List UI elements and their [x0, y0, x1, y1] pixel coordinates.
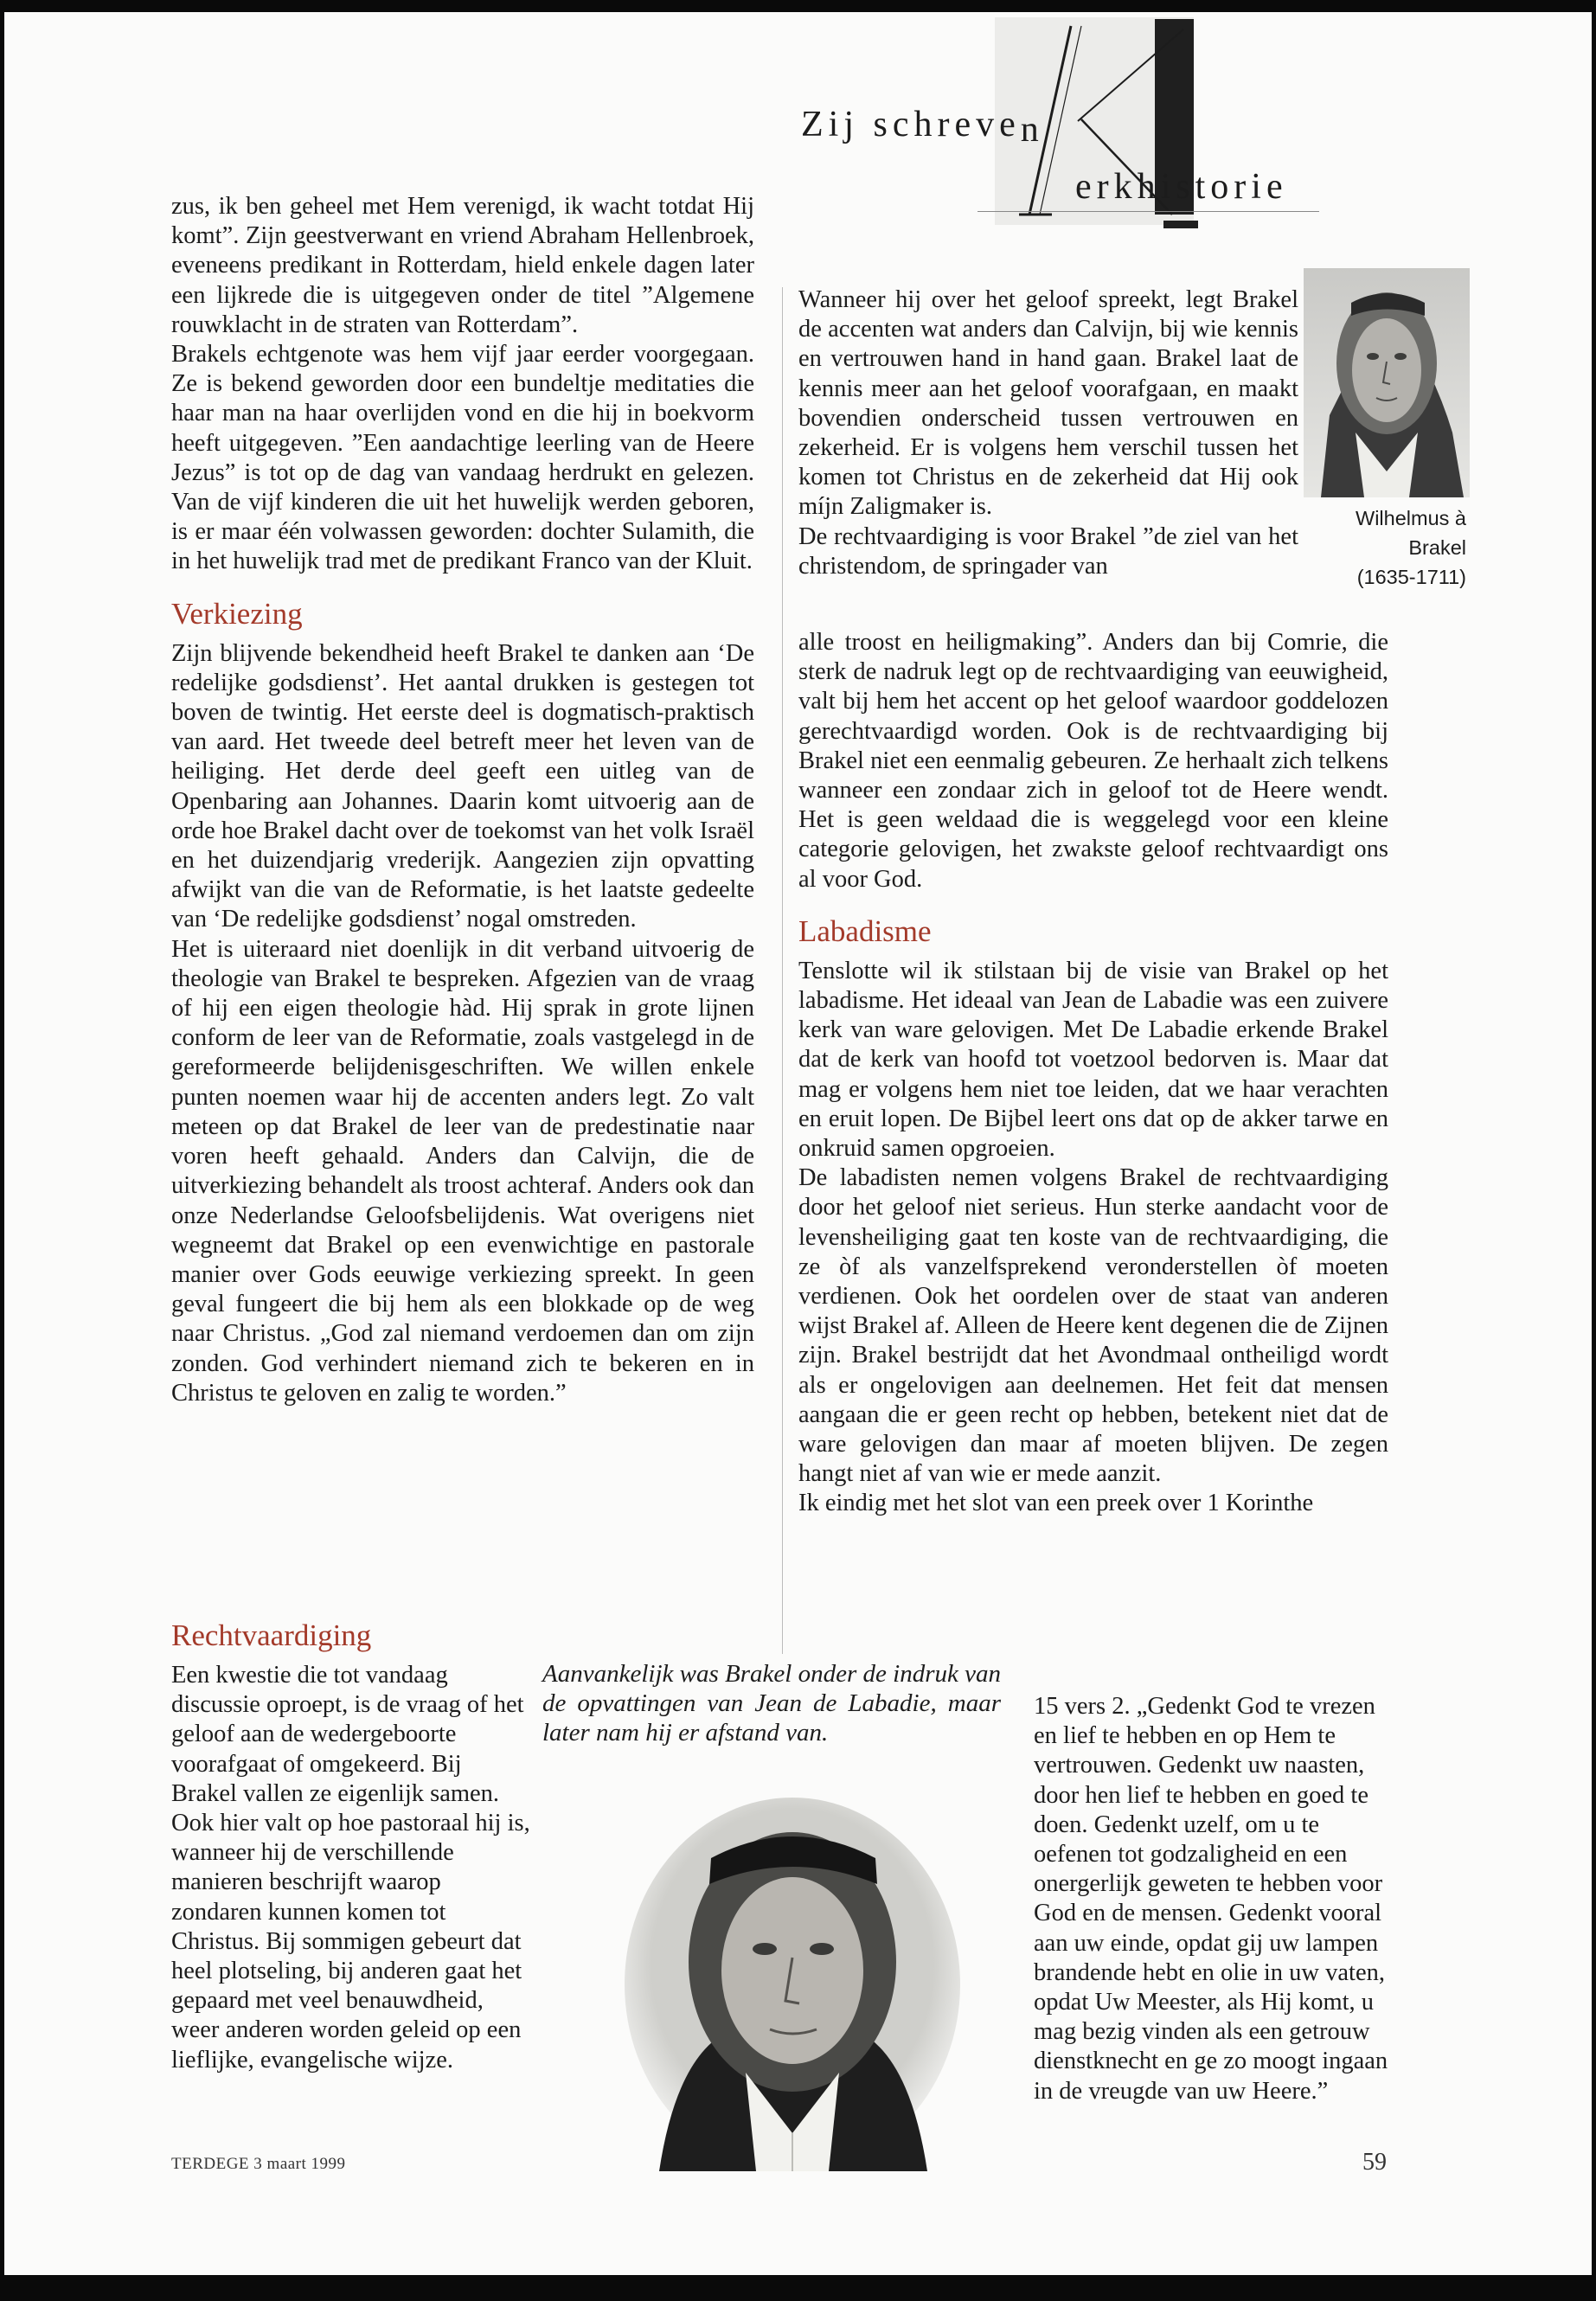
closing-quote	[1034, 1692, 1388, 2106]
column-divider	[782, 287, 783, 1654]
heading-rechtvaardiging: Rechtvaardiging	[171, 1618, 372, 1652]
portrait-brakel-small	[1304, 268, 1470, 497]
caption-line-1: Wilhelmus à	[1356, 507, 1466, 529]
right-column-bottom	[798, 628, 1388, 1519]
caption-line-3: (1635-1711)	[1356, 566, 1466, 588]
right-paragraph-2-start: De rechtvaardiging is voor Brakel ”de ziel van het christendom, de springader van	[798, 522, 1298, 580]
footer-publication: TERDEGE 3 maart 1999	[171, 2155, 346, 2173]
left-column-bottom	[171, 1618, 530, 2075]
header-rule	[977, 211, 1319, 212]
portrait-brakel-large	[625, 1798, 960, 2171]
left-paragraph-2: Brakels echtgenote was hem vijf jaar eerder voorgegaan. Ze is bekend geworden door een bundeltje meditaties die haar man na haar overlijden vond en die hij in boekvorm heeft uitgegeven. ”Een aandachtige leerling van de Heere Jezus” is tot op de dag van vandaag herdrukt en gelezen. Van de vijf kinderen die uit het huwelijk werden geboren, is er maar één volwassen geworden: dochter Sulamith, die in het huwelijk trad met de predikant Franco van der Kluit.	[171, 341, 754, 575]
right-paragraph-4: De labadisten nemen volgens Brakel de rechtvaardiging door het geloof niet serieus. Hun sterke aandacht voor de levensheiliging gaat ten koste van de rechtvaardiging, die ze òf als vanzelfsprekend veronderstellen òf moeten verdienen. Ook het oordelen over de staat van anderen wijst Brakel af. Alleen de Heere kent degenen die de Zijnen zijn. Brakel bestrijdt dat het Avondmaal ontheiligd wordt als er ongelovigen aan deelnemen. Het feit dat mensen aangaan die er geen recht op hebben, betekent niet dat de ware gelovigen dan maar af moeten blijven. De zegen hangt niet af van wie er mede aanzit.	[798, 1164, 1388, 1488]
right-paragraph-5-start: Ik eindig met het slot van een preek over 1 Korinthe	[798, 1490, 1314, 1517]
left-column	[171, 192, 754, 1408]
pull-quote: Aanvankelijk was Brakel onder de indruk van de opvattingen van Jean de Labadie, maar later nam hij er afstand van.	[542, 1660, 1001, 1747]
heading-labadisme: Labadisme	[798, 913, 932, 948]
closing-paragraph: 15 vers 2. „Gedenkt God te vrezen en lief te hebben en op Hem te vertrouwen. Gedenkt uw naasten, door hen lief te hebben en goed te doen. Gedenkt uzelf, om u te oefenen tot godzaligheid en een onergerlijk geweten te hebben voor God en de mensen. Gedenkt vooral aan uw einde, opdat gij uw lampen brandende hebt en olie in uw vaten, opdat Uw Meester, als Hij komt, u mag bezig vinden als een getrouw dienstknecht en ge zo moogt ingaan in de vreugde van uw Heere.”	[1034, 1693, 1388, 2105]
right-paragraph-3: Tenslotte wil ik stilstaan bij de visie van Brakel op het labadisme. Het ideaal van Jean de Labadie was een zuivere kerk van ware gelovigen. Met De Labadie erkende Brakel dat de kerk van hoofd tot voetzool bedorven is. Maar dat mag er volgens hem niet toe leiden, dat we haar verachten en eruit lopen. De Bijbel leert ons dat op de akker tarwe en onkruid samen opgroeien.	[798, 957, 1388, 1163]
right-paragraph-1: Wanneer hij over het geloof spreekt, legt Brakel de accenten wat anders dan Calvijn, bij wie kennis en vertrouwen hand in hand gaan. Brakel laat de kennis meer aan het geloof voorafgaan, en maakt bovendien onderscheid tussen vertrouwen en zekerheid. Er is volgens hem verschil tussen het komen tot Christus en de zekerheid dat Hij ook míjn Zaligmaker is.	[798, 286, 1298, 521]
frame-top	[0, 0, 1596, 12]
page-number: 59	[1362, 2149, 1387, 2176]
caption-line-2: Brakel	[1408, 536, 1466, 559]
left-paragraph-4: Het is uiteraard niet doenlijk in dit verband uitvoerig de theologie van Brakel te bespreken. Afgezien van de vraag of hij een eigen theologie hàd. Hij sprak in grote lijnen conform de leer van de Reformatie, zoals vastgelegd in de gereformeerde belijdenisgeschriften. We willen enkele punten noemen waar hij de accenten anders legt. Zo valt meteen op dat Brakel de leer van de predestinatie naar voren heeft gehaald. Anders dan Calvijn, die de uitverkiezing behandelt als troost achteraf. Anders ook dan onze Nederlandse Geloofsbelijdenis. Wat overigens niet wegneemt dat Brakel op een evenwichtige en pastorale manier over Gods eeuwige verkiezing spreekt. In geen geval fungeert die bij hem als een blokkade op de weg naar Christus. „God zal niemand verdoemen dan om zijn zonden. God verhindert niemand zich te bekeren en in Christus te geloven en zalig te worden.”	[171, 935, 754, 1407]
right-paragraph-2-rest: alle troost en heiligmaking”. Anders dan bij Comrie, die sterk de nadruk legt op de rechtvaardiging van eeuwigheid, valt bij hem het accent op het geloof waardoor goddelozen gerechtvaardigd worden. Ook is de rechtvaardiging bij Brakel niet een eenmalig gebeuren. Ze herhaalt zich telkens wanneer een zondaar zich in geloof tot de Heere wendt. Het is geen weldaad die is weggelegd voor een kleine categorie gelovigen, het zwakste geloof rechtvaardigt ons al voor God.	[798, 629, 1388, 893]
header-title-left: Zij schreven	[801, 105, 1044, 150]
frame-right	[1592, 0, 1596, 2301]
right-column-top	[798, 285, 1298, 581]
heading-verkiezing: Verkiezing	[171, 596, 303, 631]
header-title-n: n	[1020, 110, 1044, 150]
frame-bottom	[0, 2275, 1596, 2301]
left-intro-paragraph: zus, ik ben geheel met Hem verenigd, ik wacht totdat Hij komt”. Zijn geestverwant en vriend Abraham Hellenbroek, eveneens predikant in Rotterdam, hield enkele dagen later een lijkrede die is uitgegeven onder de titel ”Algemene rouwklacht in de straten van Rotterdam”.	[171, 193, 754, 338]
left-paragraph-3: Zijn blijvende bekendheid heeft Brakel te danken aan ‘De redelijke godsdienst’. Het aantal drukken is gestegen tot boven de twintig. Het eerste deel is dogmatisch-praktisch van aard. Het tweede deel betreft meer het leven van de heiliging. Het derde deel geeft een uitleg van de Openbaring aan Johannes. Daarin komt uitvoerig aan de orde hoe Brakel dacht over de toekomst van het volk Israël en het duizendjarig vrederijk. Aangezien zijn opvatting afwijkt van die van de Reformatie, is het laatste gedeelte van ‘De redelijke godsdienst’ nogal omstreden.	[171, 639, 754, 933]
portrait-caption	[1293, 503, 1466, 592]
left-paragraph-5: Een kwestie die tot vandaag discussie oproept, is de vraag of het geloof aan de wedergeboorte voorafgaat of omgekeerd. Bij Brakel vallen ze eigenlijk samen. Ook hier valt op hoe pastoraal hij is, wanneer hij de verschillende manieren beschrijft waarop zondaren kunnen komen tot Christus. Bij sommigen gebeurt dat heel plotseling, bij anderen gaat het gepaard met veel benauwdheid, weer anderen worden geleid op een lieflijke, evangelische wijze.	[171, 1662, 530, 2073]
header-title-right: erkhistorie	[1075, 167, 1288, 207]
frame-left	[0, 0, 4, 2301]
